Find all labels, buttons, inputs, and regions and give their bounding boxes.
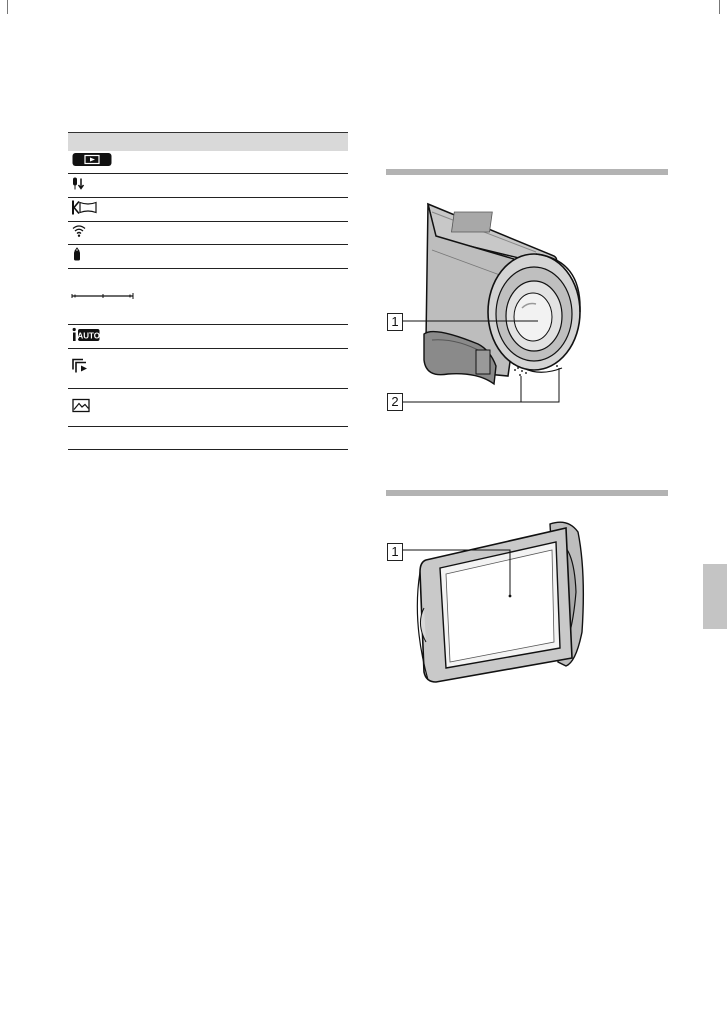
table-row [68,222,348,245]
camcorder-front-illustration [386,200,686,430]
icon-table [68,132,348,450]
callout-1: 1 [387,543,403,561]
table-row [68,349,348,389]
callout-2: 2 [387,393,403,411]
intelligent-auto-icon [72,327,100,346]
zoom-bar-icon [70,288,136,306]
table-row [68,245,348,269]
table-row [68,427,348,450]
playback-continue-icon [72,358,88,379]
table-row [68,174,348,198]
table-row [68,269,348,325]
svg-text:AUTO: AUTO [77,331,100,340]
table-row [68,325,348,349]
microphone-level-icon [72,176,86,195]
crop-mark [719,0,720,14]
section-bar-lcd [386,490,668,496]
section-bar-front [386,169,668,175]
callout-1: 1 [387,313,403,331]
battery-info-icon [72,247,82,266]
table-row [68,198,348,222]
crop-mark [7,0,8,14]
table-row [68,389,348,427]
table-header [68,132,348,151]
section-index-tab [703,564,727,629]
face-detection-icon [72,200,98,219]
wireless-signal-icon [72,224,86,243]
lcd-screen-illustration [386,512,596,692]
play-mode-button-icon [72,153,112,172]
photo-image-icon [72,398,90,417]
table-row [68,151,348,174]
